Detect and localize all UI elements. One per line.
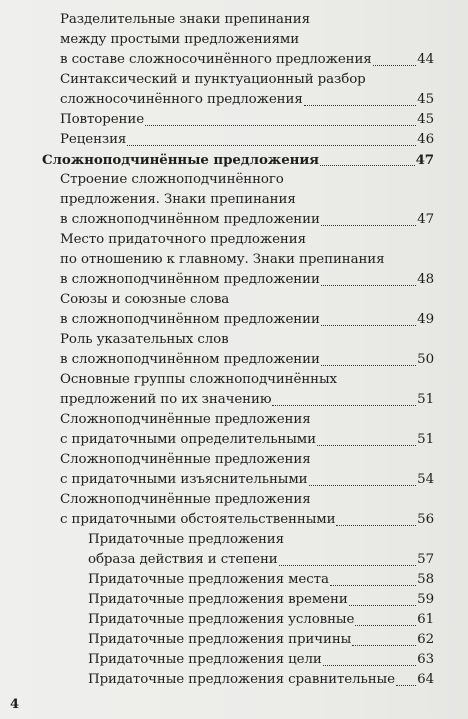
toc-page-number: 54 bbox=[417, 472, 434, 487]
dot-leader bbox=[145, 115, 416, 126]
dot-leader bbox=[396, 675, 416, 686]
dot-leader bbox=[336, 515, 416, 526]
toc-page-number: 50 bbox=[417, 352, 434, 367]
toc-entry-text: в составе сложносочинённого предложения bbox=[60, 52, 372, 67]
toc-section-heading bbox=[42, 150, 434, 170]
toc-entry bbox=[42, 570, 434, 590]
toc-page-number: 61 bbox=[417, 612, 434, 627]
toc-entry bbox=[42, 670, 434, 690]
toc-entry-text: в сложноподчинённом предложении bbox=[60, 212, 320, 227]
toc-entry-text: Придаточные предложения времени bbox=[88, 592, 348, 607]
toc-entry-text: Место придаточного предложения bbox=[60, 232, 306, 247]
toc-entry-text: Придаточные предложения причины bbox=[88, 632, 352, 647]
dot-leader bbox=[320, 155, 415, 166]
toc-entry bbox=[42, 70, 434, 90]
toc-entry-text: Основные группы сложноподчинённых bbox=[60, 372, 337, 387]
toc-entry-text: Сложноподчинённые предложения bbox=[60, 412, 311, 427]
dot-leader bbox=[330, 575, 416, 586]
toc-page-number: 63 bbox=[417, 652, 434, 667]
toc-entry bbox=[42, 290, 434, 310]
toc-entry bbox=[42, 250, 434, 270]
toc-page-number: 58 bbox=[417, 572, 434, 587]
toc-entry-text: предложения. Знаки препинания bbox=[60, 192, 296, 207]
dot-leader bbox=[321, 355, 416, 366]
toc-entry-text: Союзы и союзные слова bbox=[60, 292, 230, 307]
toc-entry-text: образа действия и степени bbox=[88, 552, 278, 567]
toc-entry bbox=[42, 110, 434, 130]
toc-page-number: 45 bbox=[417, 92, 434, 107]
dot-leader bbox=[317, 435, 416, 446]
dot-leader bbox=[272, 395, 416, 406]
toc-entry bbox=[42, 550, 434, 570]
toc-page-number: 51 bbox=[417, 392, 434, 407]
toc-entry-text: Синтаксический и пунктуационный разбор bbox=[60, 72, 366, 87]
toc-entry bbox=[42, 510, 434, 530]
toc-entry bbox=[42, 410, 434, 430]
toc-page-number: 49 bbox=[417, 312, 434, 327]
toc-entry-text: Разделительные знаки препинания bbox=[60, 12, 310, 27]
dot-leader bbox=[321, 215, 416, 226]
toc-entry bbox=[42, 230, 434, 250]
toc-entry bbox=[42, 390, 434, 410]
toc-entry-text: по отношению к главному. Знаки препинания bbox=[60, 252, 385, 267]
toc-entry-text: в сложноподчинённом предложении bbox=[60, 312, 320, 327]
dot-leader bbox=[352, 635, 416, 646]
dot-leader bbox=[349, 595, 417, 606]
toc-entry bbox=[42, 30, 434, 50]
toc-entry bbox=[42, 610, 434, 630]
toc-entry-text: Сложноподчинённые предложения bbox=[60, 452, 311, 467]
toc-entry-text: в сложноподчинённом предложении bbox=[60, 352, 320, 367]
dot-leader bbox=[127, 135, 416, 146]
toc-entry bbox=[42, 430, 434, 450]
toc-page-number: 48 bbox=[417, 272, 434, 287]
toc-page-number: 44 bbox=[417, 52, 434, 67]
toc-entry bbox=[42, 10, 434, 30]
page-number: 4 bbox=[10, 697, 20, 712]
toc-entry-text: Повторение bbox=[60, 112, 145, 127]
toc-entry bbox=[42, 530, 434, 550]
toc-entry bbox=[42, 350, 434, 370]
toc-entry bbox=[42, 450, 434, 470]
toc-entry bbox=[42, 630, 434, 650]
toc-entry-text: Роль указательных слов bbox=[60, 332, 229, 347]
dot-leader bbox=[279, 555, 417, 566]
table-of-contents bbox=[42, 10, 434, 690]
dot-leader bbox=[309, 475, 417, 486]
toc-entry bbox=[42, 190, 434, 210]
toc-entry-text: с придаточными определительными bbox=[60, 432, 316, 447]
toc-page-number: 47 bbox=[417, 212, 434, 227]
toc-entry-text: Строение сложноподчинённого bbox=[60, 172, 284, 187]
toc-entry-text: с придаточными изъяснительными bbox=[60, 472, 308, 487]
toc-page-number: 64 bbox=[417, 672, 434, 687]
toc-page-number: 45 bbox=[417, 112, 434, 127]
toc-page-number: 51 bbox=[417, 432, 434, 447]
toc-entry-text: Рецензия bbox=[60, 132, 127, 147]
dot-leader bbox=[321, 315, 416, 326]
toc-entry-text: между простыми предложениями bbox=[60, 32, 300, 47]
dot-leader bbox=[321, 275, 416, 286]
toc-entry bbox=[42, 130, 434, 150]
toc-entry-text: Придаточные предложения цели bbox=[88, 652, 322, 667]
toc-entry bbox=[42, 270, 434, 290]
toc-entry-text: Сложноподчинённые предложения bbox=[42, 152, 319, 168]
toc-page-number: 47 bbox=[415, 152, 434, 168]
toc-entry bbox=[42, 50, 434, 70]
toc-entry bbox=[42, 650, 434, 670]
toc-entry-text: сложносочинённого предложения bbox=[60, 92, 303, 107]
toc-entry bbox=[42, 210, 434, 230]
dot-leader bbox=[373, 55, 417, 66]
toc-entry bbox=[42, 170, 434, 190]
toc-entry bbox=[42, 330, 434, 350]
toc-entry-text: в сложноподчинённом предложении bbox=[60, 272, 320, 287]
toc-entry-text: предложений по их значению bbox=[60, 392, 272, 407]
toc-entry bbox=[42, 590, 434, 610]
toc-page-number: 59 bbox=[417, 592, 434, 607]
toc-entry-text: Придаточные предложения bbox=[88, 532, 284, 547]
toc-entry bbox=[42, 490, 434, 510]
toc-entry-text: Сложноподчинённые предложения bbox=[60, 492, 311, 507]
toc-entry-text: Придаточные предложения сравнительные bbox=[88, 672, 395, 687]
toc-entry bbox=[42, 90, 434, 110]
toc-entry bbox=[42, 470, 434, 490]
dot-leader bbox=[304, 95, 416, 106]
toc-entry-text: Придаточные предложения места bbox=[88, 572, 329, 587]
toc-entry bbox=[42, 310, 434, 330]
toc-entry-text: с придаточными обстоятельственными bbox=[60, 512, 336, 527]
toc-entry-text: Придаточные предложения условные bbox=[88, 612, 355, 627]
toc-page-number: 46 bbox=[417, 132, 434, 147]
dot-leader bbox=[355, 615, 416, 626]
toc-page-number: 62 bbox=[417, 632, 434, 647]
toc-page-number: 56 bbox=[417, 512, 434, 527]
toc-entry bbox=[42, 370, 434, 390]
dot-leader bbox=[323, 655, 416, 666]
toc-page-number: 57 bbox=[417, 552, 434, 567]
